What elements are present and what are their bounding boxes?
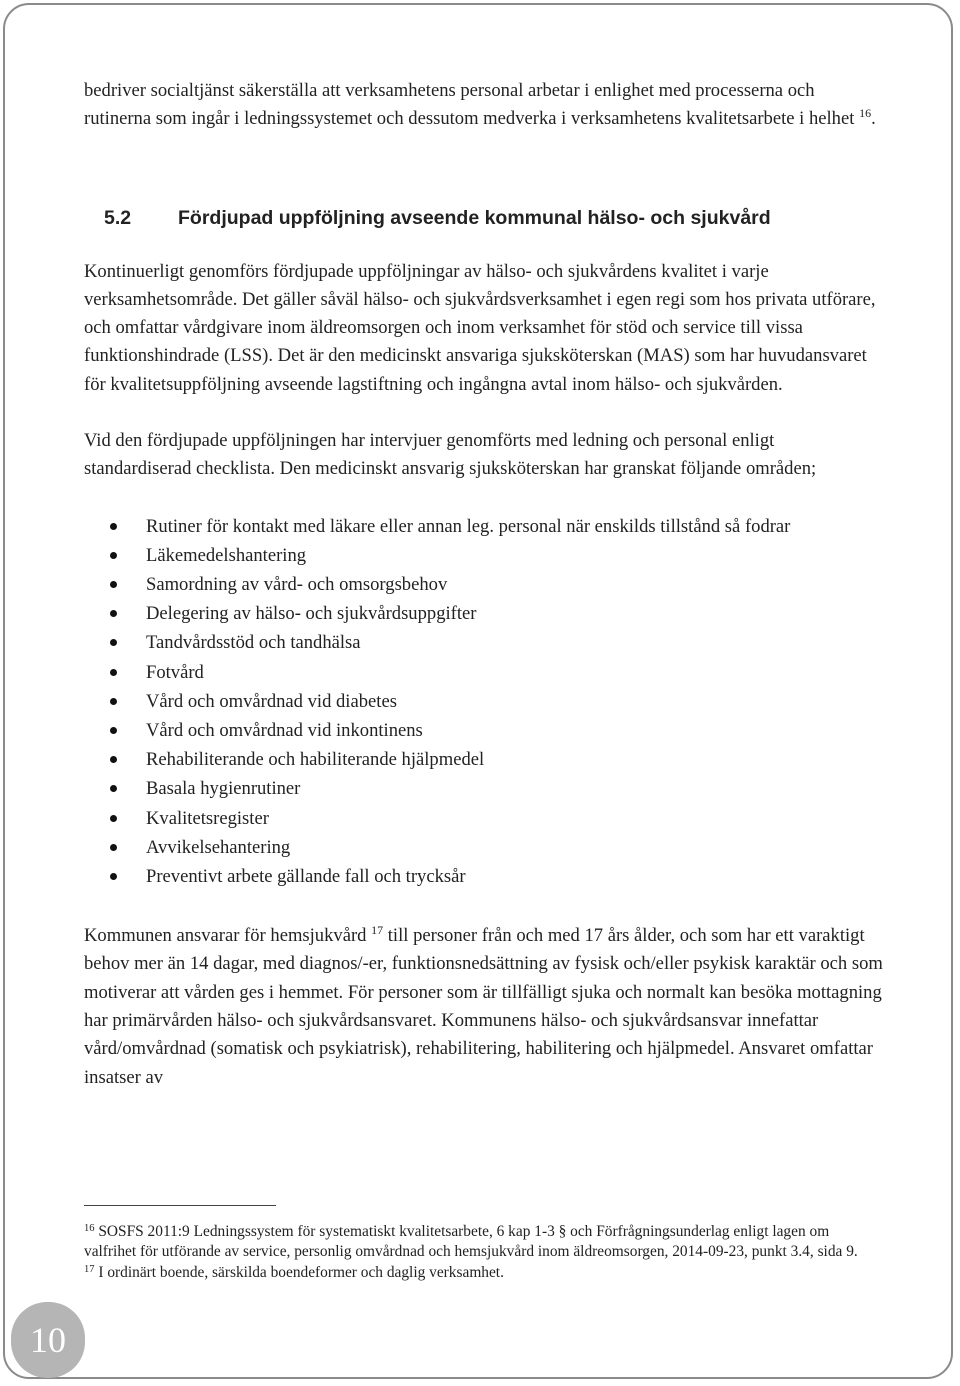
document-body xyxy=(84,77,884,1092)
bullet-icon xyxy=(110,785,117,792)
section-title: Fördjupad uppföljning avseende kommunal hälso- och sjukvård xyxy=(178,206,771,229)
list-item xyxy=(84,541,884,570)
list-item-text: Basala hygienrutiner xyxy=(146,778,301,800)
intro-end: . xyxy=(871,108,876,130)
bullet-icon xyxy=(110,815,117,822)
list-item-text: Vård och omvårdnad vid diabetes xyxy=(146,690,397,712)
footnote-text: I ordinärt boende, särskilda boendeformer och daglig verksamhet. xyxy=(98,1263,504,1281)
bullet-icon xyxy=(110,698,117,705)
home-care-rest: till personer från och med 17 års ålder, och som har ett varaktigt behov mer än 14 dagar, med diagnos/-er, funktionsnedsättning av fysisk och/eller psykisk karaktär och som motiverar att vården ges i hemmet. För personer som är tillfälligt sjuka och normalt kan besöka mottagning har primärvården hälso- och sjukvårdsansvaret. Kommunens hälso- och sjukvårdsansvar innefattar vård/omvårdnad (somatisk och psykiatrisk), rehabilitering, habilitering och hjälpmedel. Ansvaret omfattar insatser av xyxy=(84,925,883,1088)
footnote-separator xyxy=(84,1205,276,1206)
list-item xyxy=(84,628,884,657)
page-number: 10 xyxy=(11,1302,85,1378)
footnote-16 xyxy=(84,1222,874,1263)
list-item-text: Rutiner för kontakt med läkare eller annan leg. personal när enskilds tillstånd så fodrar xyxy=(146,515,791,537)
list-item xyxy=(84,570,884,599)
section-number: 5.2 xyxy=(104,206,132,229)
footnote-text: SOSFS 2011:9 Ledningssystem för systematiskt kvalitetsarbete, 6 kap 1-3 § och Förfrågningsunderlag enligt lagen om valfrihet för utförande av service, personlig omvårdnad och hemsjukvård inom äldreomsorgen, 2014-09-23, punkt 3.4, sida 9. xyxy=(84,1223,858,1261)
list-item-text: Samordning av vård- och omsorgsbehov xyxy=(146,574,448,596)
list-item-text: Fotvård xyxy=(146,661,204,683)
list-item xyxy=(84,862,884,891)
home-care-start: Kommunen ansvarar för hemsjukvård xyxy=(84,925,367,947)
intro-text: bedriver socialtjänst säkerställa att verksamhetens personal arbetar i enlighet med processerna och rutinerna som ingår i ledningssystemet och dessutom medverka i verksamhetens kvalitetsarbete i helhet xyxy=(84,80,855,130)
list-item-text: Preventivt arbete gällande fall och trycksår xyxy=(146,865,466,887)
list-item-text: Avvikelsehantering xyxy=(146,836,291,858)
bullet-icon xyxy=(110,727,117,734)
bullet-icon xyxy=(110,873,117,880)
list-item-text: Delegering av hälso- och sjukvårdsuppgifter xyxy=(146,603,477,625)
section-heading xyxy=(104,204,884,232)
list-item xyxy=(84,804,884,833)
bullet-icon xyxy=(110,844,117,851)
footnote-number: 17 xyxy=(84,1263,95,1275)
bullet-icon xyxy=(110,523,117,530)
list-item xyxy=(84,512,884,541)
bullet-icon xyxy=(110,552,117,559)
bullet-icon xyxy=(110,581,117,588)
bullet-icon xyxy=(110,639,117,646)
footnote-17 xyxy=(84,1263,874,1283)
bullet-icon xyxy=(110,756,117,763)
paragraph-continuous-followup: Kontinuerligt genomförs fördjupade uppföljningar av hälso- och sjukvårdens kvalitet i varje verksamhetsområde. Det gäller såväl hälso- och sjukvårdsverksamhet i egen regi som hos privata utförare, och omfattar vårdgivare inom äldreomsorgen och inom verksamhet för stöd och service till vissa funktionshindrade (LSS). Det är den medicinskt ansvariga sjuksköterskan (MAS) som har huvudansvaret för kvalitetsuppföljning avseende lagstiftning och ingångna avtal inom hälso- och sjukvården. xyxy=(84,260,876,395)
bullet-icon xyxy=(110,669,117,676)
list-item-text: Kvalitetsregister xyxy=(146,807,269,829)
list-item xyxy=(84,774,884,803)
bullet-icon xyxy=(110,610,117,617)
list-item xyxy=(84,658,884,687)
footnote-ref-17[interactable]: 17 xyxy=(371,923,384,938)
list-item xyxy=(84,833,884,862)
list-item-text: Läkemedelshantering xyxy=(146,544,307,566)
list-item xyxy=(84,745,884,774)
intro-paragraph xyxy=(84,77,884,134)
paragraph-home-care xyxy=(84,922,884,1092)
list-item-text: Rehabiliterande och habiliterande hjälpmedel xyxy=(146,749,485,771)
list-item-text: Tandvårdsstöd och tandhälsa xyxy=(146,632,361,654)
paragraph-in-depth-followup: Vid den fördjupade uppföljningen har intervjuer genomförts med ledning och personal enligt standardiserad checklista. Den medicinskt ansvarig sjuksköterskan har granskat följande områden; xyxy=(84,430,817,480)
footnote-ref-16[interactable]: 16 xyxy=(859,106,872,121)
list-item xyxy=(84,599,884,628)
footnotes xyxy=(84,1222,874,1283)
review-areas-list xyxy=(84,512,884,891)
list-item-text: Vård och omvårdnad vid inkontinens xyxy=(146,719,423,741)
list-item xyxy=(84,687,884,716)
list-item xyxy=(84,716,884,745)
footnote-number: 16 xyxy=(84,1223,95,1234)
